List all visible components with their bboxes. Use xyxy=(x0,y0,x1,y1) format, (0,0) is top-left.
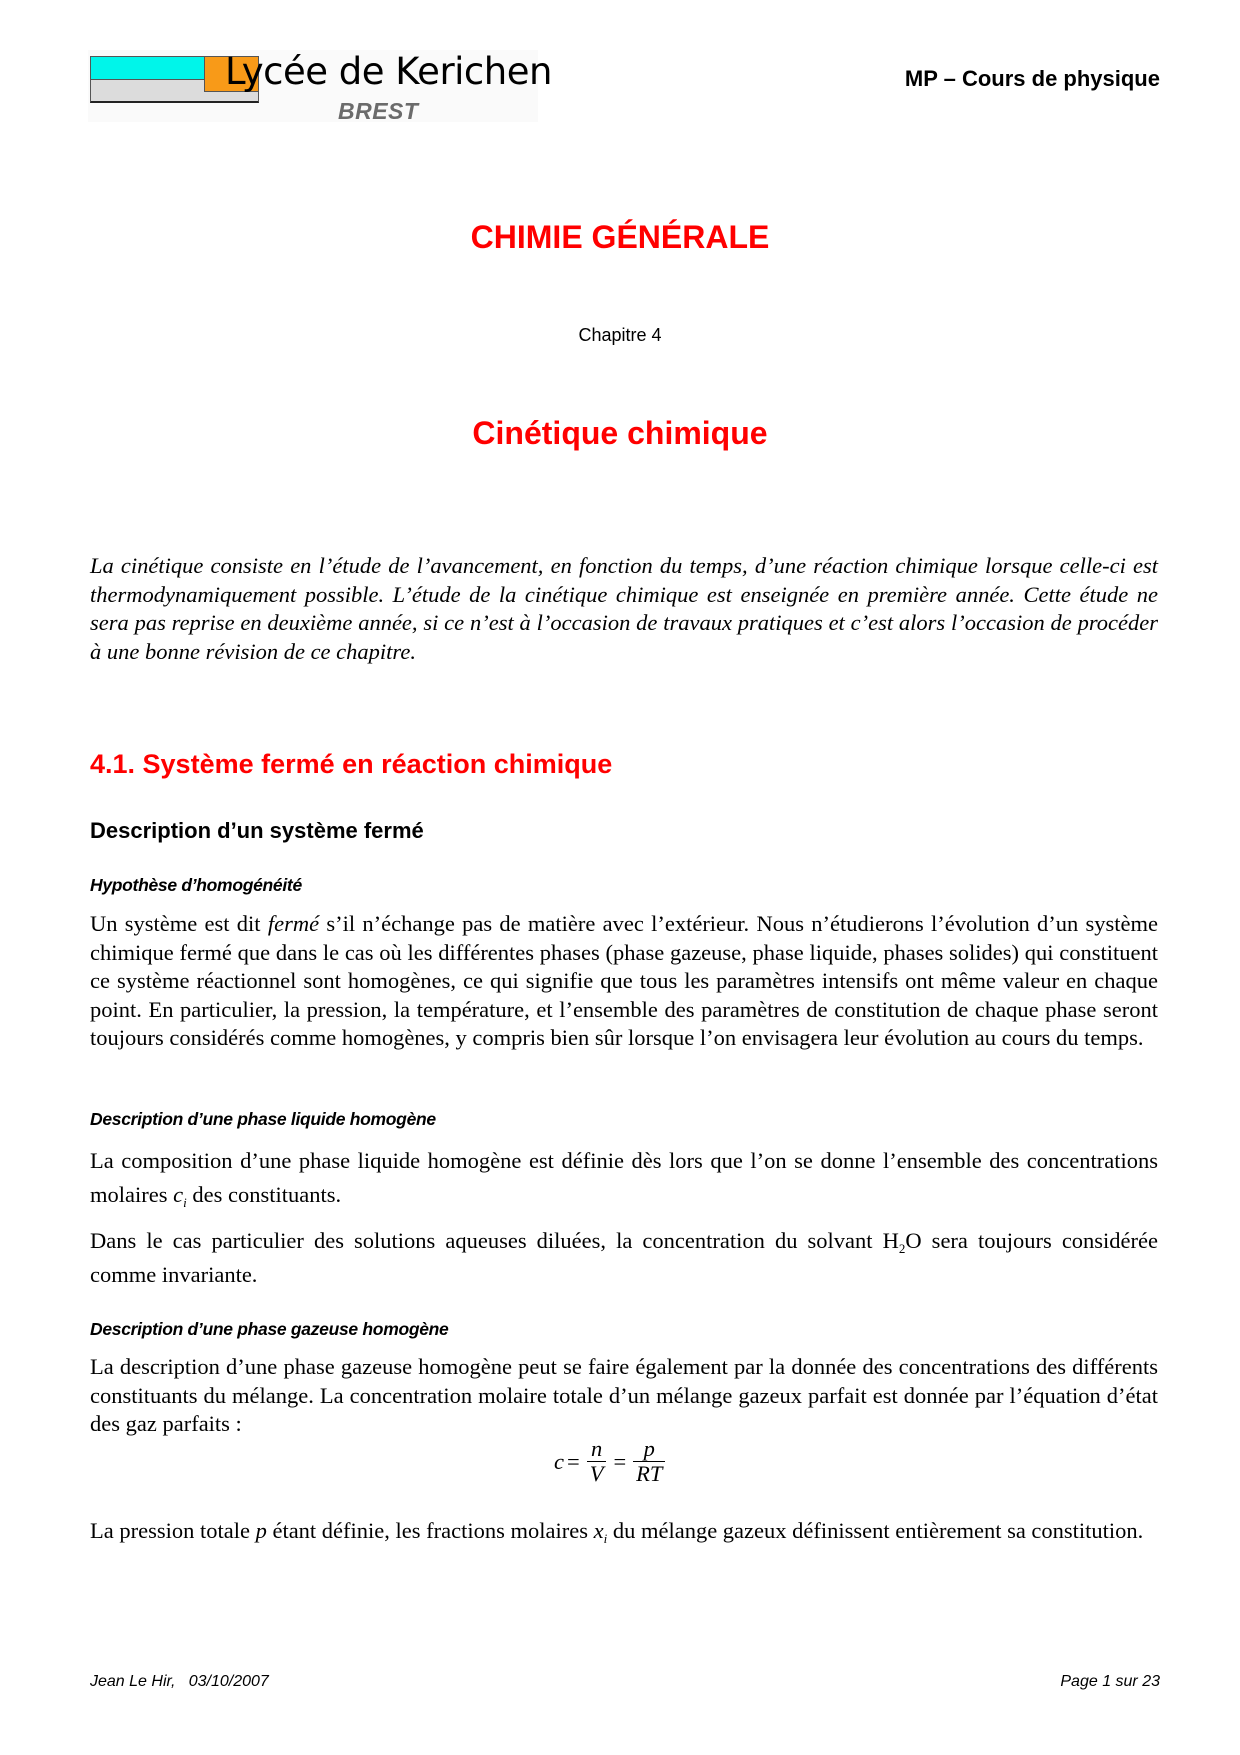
fraction-n-over-v xyxy=(587,1437,607,1486)
text-run: Dans le cas particulier des solutions aqueuses diluées, la concentration du solvant xyxy=(90,1228,883,1253)
school-name: Lycée de Kerichen xyxy=(225,50,552,93)
text-run: étant définie, les fractions molaires xyxy=(266,1518,594,1543)
subsection-heading: Description d’un système fermé xyxy=(90,818,424,843)
text-run: La composition d’une phase liquide homogène est définie dès lors que l’on se donne l’ensemble des concentrations molaires xyxy=(90,1148,1158,1207)
ideal-gas-equation xyxy=(554,1437,669,1486)
frac-numerator: p xyxy=(643,1436,655,1461)
subscript-i: i xyxy=(183,1195,187,1210)
hypothesis-paragraph xyxy=(90,910,1158,1053)
formula-h: H xyxy=(882,1228,899,1253)
liquid-paragraph-1 xyxy=(90,1144,1158,1212)
hypothesis-heading: Hypothèse d’homogénéité xyxy=(90,875,302,895)
liquid-paragraph-2 xyxy=(90,1224,1158,1292)
gas-paragraph-2 xyxy=(90,1513,1158,1549)
text-run: du mélange gazeux définissent entièrement sa constitution. xyxy=(607,1518,1144,1543)
formula-sub-2: 2 xyxy=(898,1241,906,1256)
text-run: des constituants. xyxy=(186,1182,342,1207)
eq-lhs: c xyxy=(554,1448,564,1474)
emphasis-ferme: fermé xyxy=(267,911,320,936)
subscript-i: i xyxy=(603,1531,608,1546)
text-run: La pression totale xyxy=(90,1518,256,1543)
text-run: sera toujours considérée comme invariante. xyxy=(90,1228,1159,1287)
logo-cyan-block xyxy=(90,56,206,80)
frac-denominator: V xyxy=(587,1461,607,1486)
eq-sign: = xyxy=(613,1448,627,1474)
gas-phase-heading: Description d’une phase gazeuse homogène xyxy=(90,1319,449,1339)
footer-author-date: Jean Le Hir, 03/10/2007 xyxy=(90,1673,269,1690)
intro-paragraph: La cinétique consiste en l’étude de l’avancement, en fonction du temps, d’une réaction chimique lorsque celle-ci est thermodynamiquement possible. L’étude de la cinétique chimique est enseignée en première année. Cette étude ne sera pas reprise en deuxième année, si ce n’est à l’occasion de travaux pratiques et c’est alors l’occasion de procéder à une bonne révision de ce chapitre. xyxy=(90,553,1158,664)
document-title: CHIMIE GÉNÉRALE xyxy=(470,219,770,255)
school-city: BREST xyxy=(338,98,419,124)
eq-sign: = xyxy=(567,1448,580,1474)
formula-o: O xyxy=(905,1228,922,1253)
fraction-p-over-rt xyxy=(633,1437,665,1486)
chapter-number: Chapitre 4 xyxy=(578,325,662,345)
liquid-phase-heading: Description d’une phase liquide homogène xyxy=(90,1109,436,1129)
text-run: s’il n’échange pas de matière avec l’extérieur. Nous n’étudierons l’évolution d’un système chimique fermé que dans le cas où les différentes phases (phase gazeuse, phase liquide, phases solides) qui constituent ce système réactionnel sont homogènes, ce qui signifie que tous les paramètres intensifs ont même valeur en chaque point. En particulier, la pression, la température, et l’ensemble des paramètres de constitution de chaque phase seront toujours considérés comme homogènes, y compris bien sûr lorsque l’on envisagera leur évolution au cours du temps. xyxy=(90,911,1158,1050)
var-x: x xyxy=(593,1518,604,1543)
frac-numerator: n xyxy=(590,1436,603,1461)
chapter-title: Cinétique chimique xyxy=(472,415,768,451)
gas-paragraph-1: La description d’une phase gazeuse homogène peut se faire également par la donnée des concentrations des différents constituants du mélange. La concentration molaire totale d’un mélange gazeux parfait est donnée par l’équation d’état des gaz parfaits : xyxy=(90,1354,1158,1436)
var-c: c xyxy=(173,1182,184,1207)
var-p: p xyxy=(255,1518,267,1543)
footer-page-number: Page 1 sur 23 xyxy=(1060,1673,1160,1690)
section-heading: 4.1. Système fermé en réaction chimique xyxy=(90,749,613,779)
text-run: Un système est dit xyxy=(90,911,268,936)
course-label: MP – Cours de physique xyxy=(904,66,1160,91)
frac-denominator: RT xyxy=(633,1461,665,1486)
